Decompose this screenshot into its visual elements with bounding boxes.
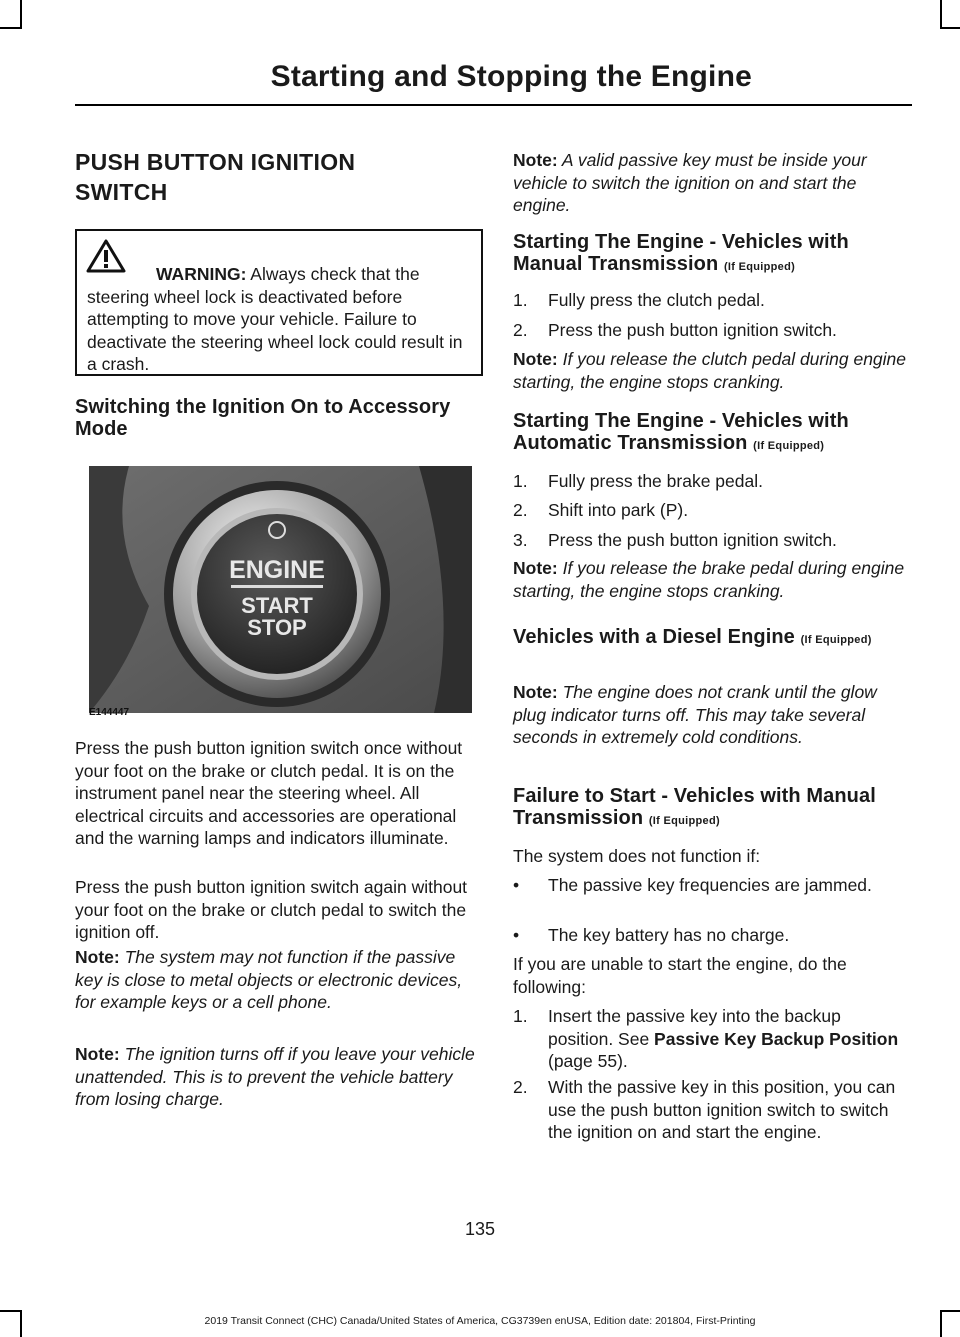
- sub-heading: [513, 410, 913, 457]
- note: [513, 348, 908, 393]
- list-item: [513, 289, 908, 312]
- note: [513, 681, 908, 749]
- list-item: [513, 470, 908, 493]
- note: [75, 1043, 480, 1111]
- if-equipped-label: (If Equipped): [753, 440, 825, 452]
- section-title: PUSH BUTTON IGNITION: [75, 149, 356, 175]
- step-text-pre: Insert the passive key into the backup position. See: [548, 1006, 841, 1049]
- paragraph: The system does not function if:: [513, 846, 761, 866]
- bullet-symbol: •: [513, 925, 520, 945]
- push-button-illustration: [89, 466, 472, 713]
- note-text: The engine does not crank until the glow plug indicator turns off. This may take several seconds in extremely cold conditions.: [513, 682, 877, 747]
- figure-start-label: START: [241, 593, 313, 618]
- note-label: Note:: [513, 150, 558, 170]
- step-text: [548, 1005, 908, 1073]
- crop-mark: [940, 27, 960, 29]
- note-label: Note:: [513, 349, 558, 369]
- list-item: [513, 1076, 908, 1144]
- step-number: 2.: [513, 500, 528, 520]
- warning-label: WARNING:: [156, 264, 247, 284]
- crop-mark: [940, 0, 942, 28]
- note-label: Note:: [513, 682, 558, 702]
- heading-text: Failure to Start - Vehicles with Manual Transmission: [513, 785, 876, 829]
- if-equipped-label: (If Equipped): [648, 815, 720, 827]
- note-text: If you release the clutch pedal during engine starting, the engine stops cranking.: [513, 349, 907, 392]
- step-number: 1.: [513, 1006, 528, 1026]
- note-text: If you release the brake pedal during engine starting, the engine stops cranking.: [513, 558, 905, 601]
- if-equipped-label: (If Equipped): [723, 261, 796, 273]
- step-text: Shift into park (P).: [548, 500, 689, 520]
- figure-code: E144447: [89, 707, 130, 718]
- step-text: Press the push button ignition switch.: [548, 530, 837, 550]
- crop-mark: [0, 27, 22, 29]
- sub-heading: Switching the Ignition On to Accessory Mode: [75, 396, 451, 440]
- note: [75, 946, 480, 1014]
- page-header-title: Starting and Stopping the Engine: [270, 60, 752, 93]
- step-number: 3.: [513, 530, 528, 550]
- step-text-post: (page 55).: [548, 1051, 628, 1071]
- figure-stop-label: STOP: [247, 615, 307, 640]
- warning-box: [75, 229, 483, 376]
- bullet-text: The passive key frequencies are jammed.: [548, 875, 872, 895]
- paragraph: Press the push button ignition switch again without your foot on the brake or clutch pedal to switch the ignition off.: [75, 877, 468, 942]
- crop-mark: [20, 0, 22, 28]
- crop-mark: [0, 1310, 22, 1312]
- step-number: 1.: [513, 290, 528, 310]
- bullet-text: The key battery has no charge.: [548, 925, 790, 945]
- note-label: Note:: [75, 1044, 120, 1064]
- note-label: Note:: [75, 947, 120, 967]
- list-item: [513, 319, 908, 342]
- bullet-item: [513, 924, 908, 947]
- cross-reference-link[interactable]: Passive Key Backup Position: [654, 1028, 899, 1049]
- heading-text: Vehicles with a Diesel Engine: [513, 626, 795, 648]
- crop-mark: [940, 1310, 960, 1312]
- step-text: Fully press the brake pedal.: [548, 471, 763, 491]
- footer-edition-line: 2019 Transit Connect (CHC) Canada/United States of America, CG3739en enUSA, Edition date: 201804, First-Printing: [204, 1315, 756, 1327]
- warning-text: [87, 263, 477, 376]
- sub-heading: [513, 785, 913, 832]
- warning-body: Always check that the steering wheel lock is deactivated before attempting to move your vehicle. Failure to deactivate the steering wheel lock could result in a crash.: [87, 264, 463, 374]
- list-item: [513, 499, 908, 522]
- header-divider: [75, 104, 912, 106]
- ignition-button-figure: [89, 466, 472, 713]
- heading-text: Starting The Engine - Vehicles with Manual Transmission: [513, 231, 849, 275]
- if-equipped-label: (If Equipped): [800, 634, 872, 646]
- note-text: The ignition turns off if you leave your vehicle unattended. This is to prevent the vehicle battery from losing charge.: [75, 1044, 475, 1109]
- list-item: [513, 529, 908, 552]
- step-text: Press the push button ignition switch.: [548, 320, 837, 340]
- bullet-symbol: •: [513, 875, 520, 895]
- note-text: A valid passive key must be inside your vehicle to switch the ignition on and start the engine.: [513, 150, 867, 215]
- note-label: Note:: [513, 558, 558, 578]
- paragraph: Press the push button ignition switch once without your foot on the brake or clutch pedal. It is on the instrument panel near the steering wheel. All electrical circuits and accessories are operational and the warning lamps and indicators illuminate.: [75, 738, 463, 848]
- heading-text: Starting The Engine - Vehicles with Automatic Transmission: [513, 410, 849, 454]
- sub-heading: [513, 231, 913, 278]
- step-number: 2.: [513, 1077, 528, 1097]
- list-item: [513, 1005, 908, 1073]
- figure-engine-label: ENGINE: [229, 556, 325, 584]
- sub-heading: [513, 619, 913, 658]
- step-number: 2.: [513, 320, 528, 340]
- step-text: With the passive key in this position, you can use the push button ignition switch to switch the ignition on and start the engine.: [548, 1077, 896, 1142]
- page-number: 135: [464, 1219, 496, 1239]
- note: [513, 557, 908, 602]
- paragraph: If you are unable to start the engine, do the following:: [513, 954, 847, 997]
- step-text: Fully press the clutch pedal.: [548, 290, 765, 310]
- note-text: The system may not function if the passive key is close to metal objects or electronic devices, for example keys or a cell phone.: [75, 947, 463, 1012]
- step-number: 1.: [513, 471, 528, 491]
- note: [513, 149, 908, 217]
- section-title: SWITCH: [75, 179, 168, 205]
- bullet-item: [513, 874, 908, 897]
